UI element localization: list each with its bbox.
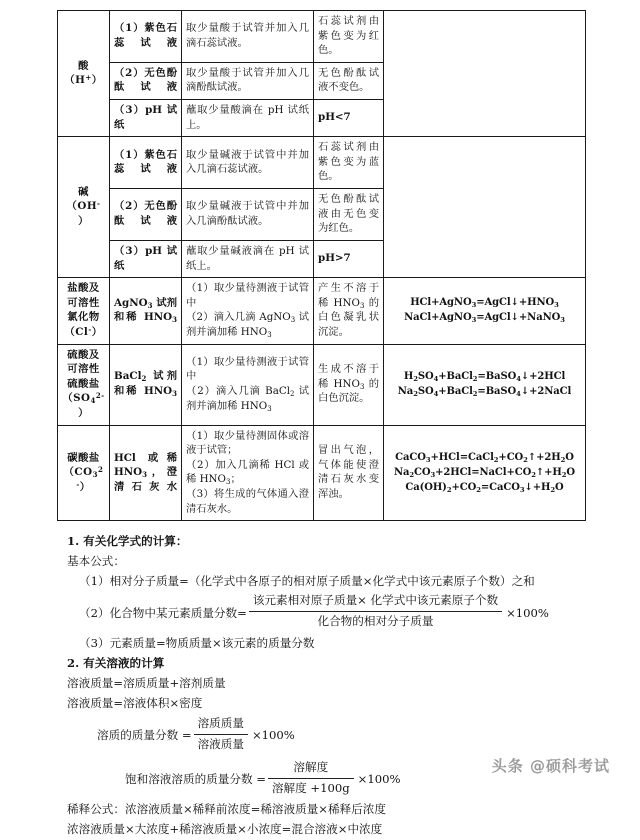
steps-cell: （1）取少量待测液于试管中 （2）滴入几滴 AgNO$_3$ 试剂并滴加稀 $HNO_3$	[182, 278, 314, 344]
steps-cell: 取少量碱液于试管中并加入几滴酚酞试液。	[182, 189, 314, 241]
formula-item-1: （1）相对分子质量=（化学式中各原子的相对原子质量×化学式中该元素原子个数）之和	[79, 574, 535, 589]
equation-cell: $HCl+AgNO_3=AgCl↓+HNO_3$ NaCl+AgNO$_3$=AgCl↓+NaNO$_3$	[384, 278, 586, 344]
phenomenon-cell: 冒出气泡，气体能使澄清石灰水变浑浊。	[314, 425, 384, 521]
equation-cell	[384, 137, 586, 278]
substance-cell-base: 碱（OH-）	[58, 137, 110, 278]
steps-cell: 蘸取少量酸滴在 pH 试纸上。	[182, 100, 314, 137]
reagent-cell: （2）无色酚酞试液	[110, 62, 182, 99]
section1-title: 1. 有关化学式的计算：	[67, 534, 188, 549]
solution-line-1: 溶液质量=溶质质量+溶剂质量	[67, 675, 226, 690]
phenomenon-cell-ph: pH>7	[314, 240, 384, 277]
phenomenon-cell: 无色酚酞试液由无色变为红色。	[314, 189, 384, 241]
dilution-formula-line-1: 稀释公式：浓溶液质量×稀释前浓度=稀溶液质量×稀释后浓度	[67, 802, 386, 817]
steps-cell: 取少量酸于试管并加入几滴石蕊试液。	[182, 11, 314, 63]
formula-item-2-tail: ×100%	[506, 605, 549, 620]
fraction-denominator: 化合物的相对分子质量	[249, 611, 502, 632]
solute-mass-fraction-formula	[67, 716, 585, 757]
phenomenon-cell: 生成不溶于稀 $HNO_3$ 的白色沉淀。	[314, 344, 384, 425]
fraction-denominator: 溶解度 +100g	[268, 778, 354, 799]
reagent-cell: （1）紫色石蕊试液	[110, 11, 182, 63]
table-row	[58, 278, 586, 344]
steps-cell: 取少量酸于试管并加入几滴酚酞试液。	[182, 62, 314, 99]
substance-cell-acid: 酸（H+）	[58, 11, 110, 137]
fraction-numerator: 该元素相对原子质量× 化学式中该元素原子个数	[252, 593, 499, 608]
equation-cell: $CaCO_3+HCl=CaCl_2+CO_2↑+2H_2O$ $Na_2CO_3+2HCl=NaCl+CO_2↑+H_2O$ $Ca(OH)_2+CO_2=CaCO_3↓+H_2O$	[384, 425, 586, 521]
reagent-cell: （3）pH 试纸	[110, 240, 182, 277]
equation-cell	[384, 11, 586, 137]
table-body	[58, 11, 586, 521]
formula-notes	[57, 532, 585, 840]
substance-cell-carbonate: 碳酸盐$(CO_3^{2-})$	[58, 425, 110, 521]
table-row	[58, 11, 586, 63]
saturated-formula-fraction	[268, 758, 354, 799]
section2-title: 2. 有关溶液的计算	[67, 655, 165, 670]
fraction-denominator: 溶液质量	[194, 734, 248, 755]
substance-cell-sulfate: 硫酸及可溶性硫酸盐$(SO_4^{2-})$	[58, 344, 110, 425]
solute-formula-lead: 溶质的质量分数 =	[97, 728, 192, 743]
steps-cell: 蘸取少量碱液滴在 pH 试纸上。	[182, 240, 314, 277]
equation-cell: $H_2SO_4+BaCl_2=BaSO_4↓+2HCl$ $Na_2SO_4+BaCl_2=BaSO_4↓+2NaCl$	[384, 344, 586, 425]
table-row	[58, 344, 586, 425]
solution-line-2: 溶液质量=溶液体积×密度	[67, 695, 203, 710]
table-row	[58, 137, 586, 189]
substance-cell-chloride: 盐酸及可溶性氯化物（Cl-）	[58, 278, 110, 344]
fraction-numerator: 溶质质量	[197, 715, 244, 730]
dilution-formula-line-2: 浓溶液质量×大浓度+稀溶液质量×小浓度=混合溶液×中浓度	[67, 822, 383, 837]
phenomenon-cell: 产生不溶于稀 $HNO_3$ 的白色凝乳状沉淀。	[314, 278, 384, 344]
reagent-cell: （2）无色酚酞试液	[110, 189, 182, 241]
fraction-numerator: 溶解度	[293, 759, 329, 774]
steps-cell: 取少量碱液于试管中并加入几滴石蕊试液。	[182, 137, 314, 189]
reagent-cell: BaCl$_2$ 试剂和稀 $HNO_3$	[110, 344, 182, 425]
ion-identification-table	[57, 10, 586, 521]
table-row	[58, 425, 586, 521]
formula-item-2-fraction	[249, 591, 502, 632]
basic-formula-label: 基本公式：	[67, 554, 125, 569]
solute-formula-fraction	[194, 714, 248, 755]
formula-item-2-lead: （2）化合物中某元素质量分数=	[79, 605, 247, 620]
reagent-cell: （3）pH 试纸	[110, 100, 182, 137]
watermark-label: 头条 @硕科考试	[491, 757, 610, 775]
reagent-cell: （1）紫色石蕊试液	[110, 137, 182, 189]
reagent-cell: HCl 或稀 $HNO_3$，澄清石灰水	[110, 425, 182, 521]
phenomenon-cell: 石蕊试剂由紫色变为蓝色。	[314, 137, 384, 189]
phenomenon-cell: 石蕊试剂由紫色变为红色。	[314, 11, 384, 63]
saturated-formula-tail: ×100%	[357, 772, 401, 787]
phenomenon-cell: 无色酚酞试液不变色。	[314, 62, 384, 99]
solute-formula-tail: ×100%	[251, 728, 295, 743]
steps-cell: （1）取少量待测固体或溶液于试管； （2）加入几滴稀 HCl 或稀 $HNO_3$； （3）将生成的气体通入澄清石灰水。	[182, 425, 314, 521]
steps-cell: （1）取少量待测液于试管中 （2）滴入几滴 BaCl$_2$ 试剂并滴加稀 $HNO_3$	[182, 344, 314, 425]
reagent-cell: AgNO$_3$ 试剂和稀 $HNO_3$	[110, 278, 182, 344]
formula-item-2	[67, 593, 585, 634]
phenomenon-cell-ph: pH<7	[314, 100, 384, 137]
saturated-formula-lead: 饱和溶液溶质的质量分数 =	[125, 772, 266, 787]
formula-item-3: （3）元素质量=物质质量×该元素的质量分数	[79, 635, 315, 650]
